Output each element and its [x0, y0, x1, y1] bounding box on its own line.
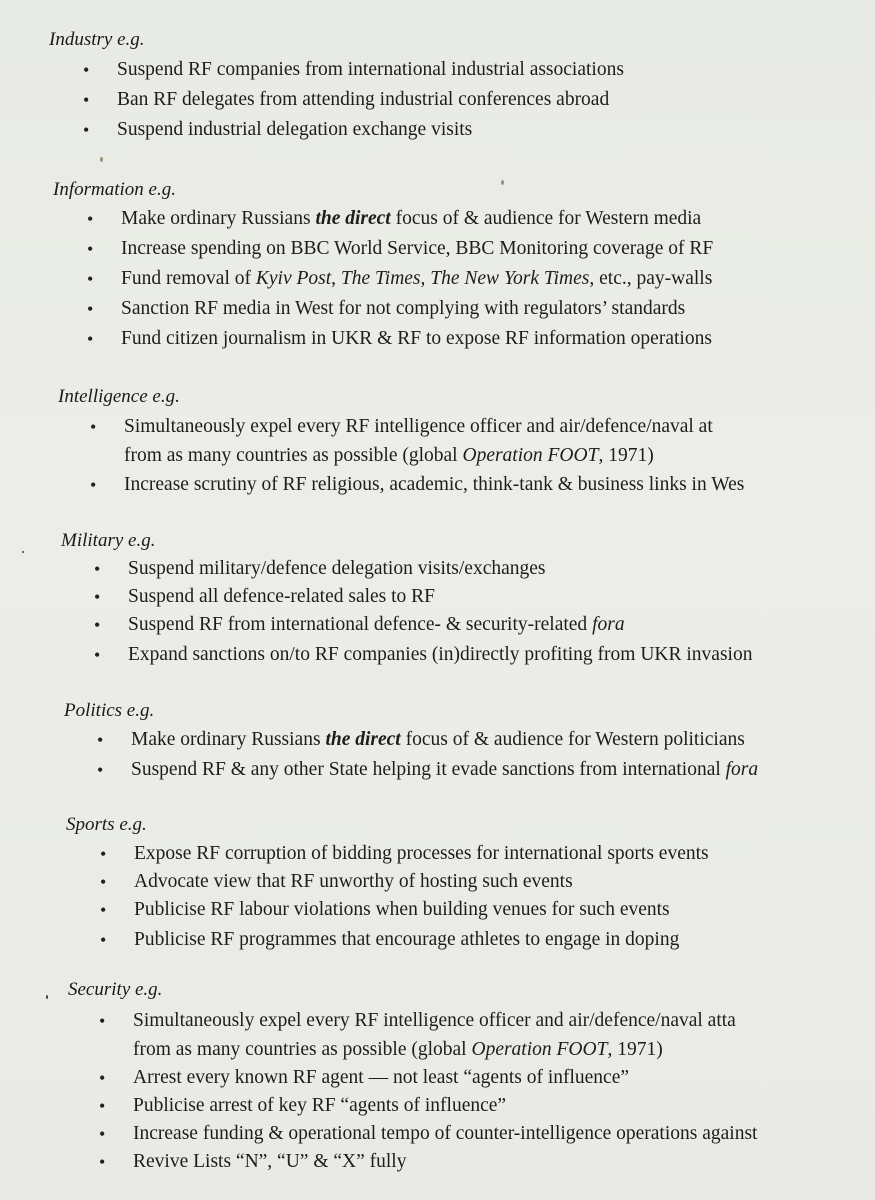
list-item: • Suspend industrial delegation exchange visits [83, 115, 624, 145]
list-item: • Make ordinary Russians the direct focus of & audience for Western media [87, 204, 713, 234]
section-industry [49, 28, 624, 145]
section-heading: Military e.g. [61, 530, 156, 551]
list-item: • Simultaneously expel every RF intelligence officer and air/defence/naval atta from as many countries as possible (global Operation FOOT, 1971) [99, 1006, 757, 1064]
list-item: • Make ordinary Russians the direct focus of & audience for Western politicians [97, 725, 758, 755]
bullet-list [87, 204, 713, 354]
list-item: • Suspend RF & any other State helping it evade sanctions from international fora [97, 755, 758, 785]
list-item: • Fund citizen journalism in UKR & RF to expose RF information operations [87, 324, 713, 354]
list-item: • Suspend all defence-related sales to RF [94, 584, 752, 610]
list-item: • Publicise RF labour violations when building venues for such events [100, 895, 709, 925]
list-item: • Publicise RF programmes that encourage athletes to engage in doping [100, 925, 709, 955]
paper-speck [46, 995, 48, 999]
list-item: • Suspend RF companies from international industrial associations [83, 55, 624, 85]
section-heading: Industry e.g. [49, 29, 145, 50]
list-item: • Arrest every known RF agent — not least “agents of influence” [99, 1064, 757, 1092]
bullet-list [99, 1006, 757, 1176]
bullet-list [97, 725, 758, 785]
list-item: • Expose RF corruption of bidding processes for international sports events [100, 839, 709, 869]
section-heading: Intelligence e.g. [58, 386, 180, 407]
section-military [61, 529, 752, 670]
list-item: • Revive Lists “N”, “U” & “X” fully [99, 1148, 757, 1176]
section-politics [64, 699, 758, 785]
list-item: • Simultaneously expel every RF intelligence officer and air/defence/naval at from as many countries as possible (global Operation FOOT, 1971) [90, 412, 744, 470]
list-item: • Publicise arrest of key RF “agents of influence” [99, 1092, 757, 1120]
section-security [68, 978, 757, 1176]
section-heading: Information e.g. [53, 179, 176, 200]
list-item: • Increase spending on BBC World Service, BBC Monitoring coverage of RF [87, 234, 713, 264]
list-item: • Advocate view that RF unworthy of hosting such events [100, 869, 709, 895]
bullet-list [83, 55, 624, 145]
paper-speck [22, 551, 24, 553]
bullet-list [90, 412, 744, 500]
section-intelligence [58, 385, 744, 500]
list-item: • Expand sanctions on/to RF companies (in)directly profiting from UKR invasion [94, 640, 752, 670]
list-item: • Increase scrutiny of RF religious, academic, think-tank & business links in Wes [90, 470, 744, 500]
list-item: • Increase funding & operational tempo of counter-intelligence operations against [99, 1120, 757, 1148]
bullet-list [100, 839, 709, 955]
paper-speck [501, 180, 504, 185]
section-sports [66, 813, 709, 955]
section-heading: Security e.g. [68, 979, 163, 1000]
list-item: • Sanction RF media in West for not complying with regulators’ standards [87, 294, 713, 324]
list-item: • Suspend military/defence delegation visits/exchanges [94, 554, 752, 584]
paper-speck [100, 157, 103, 162]
list-item: • Suspend RF from international defence- & security-related fora [94, 610, 752, 640]
section-information [53, 178, 713, 354]
section-heading: Sports e.g. [66, 814, 147, 835]
bullet-list [94, 554, 752, 670]
list-item: • Fund removal of Kyiv Post, The Times, The New York Times, etc., pay-walls [87, 264, 713, 294]
section-heading: Politics e.g. [64, 700, 155, 721]
list-item: • Ban RF delegates from attending industrial conferences abroad [83, 85, 624, 115]
